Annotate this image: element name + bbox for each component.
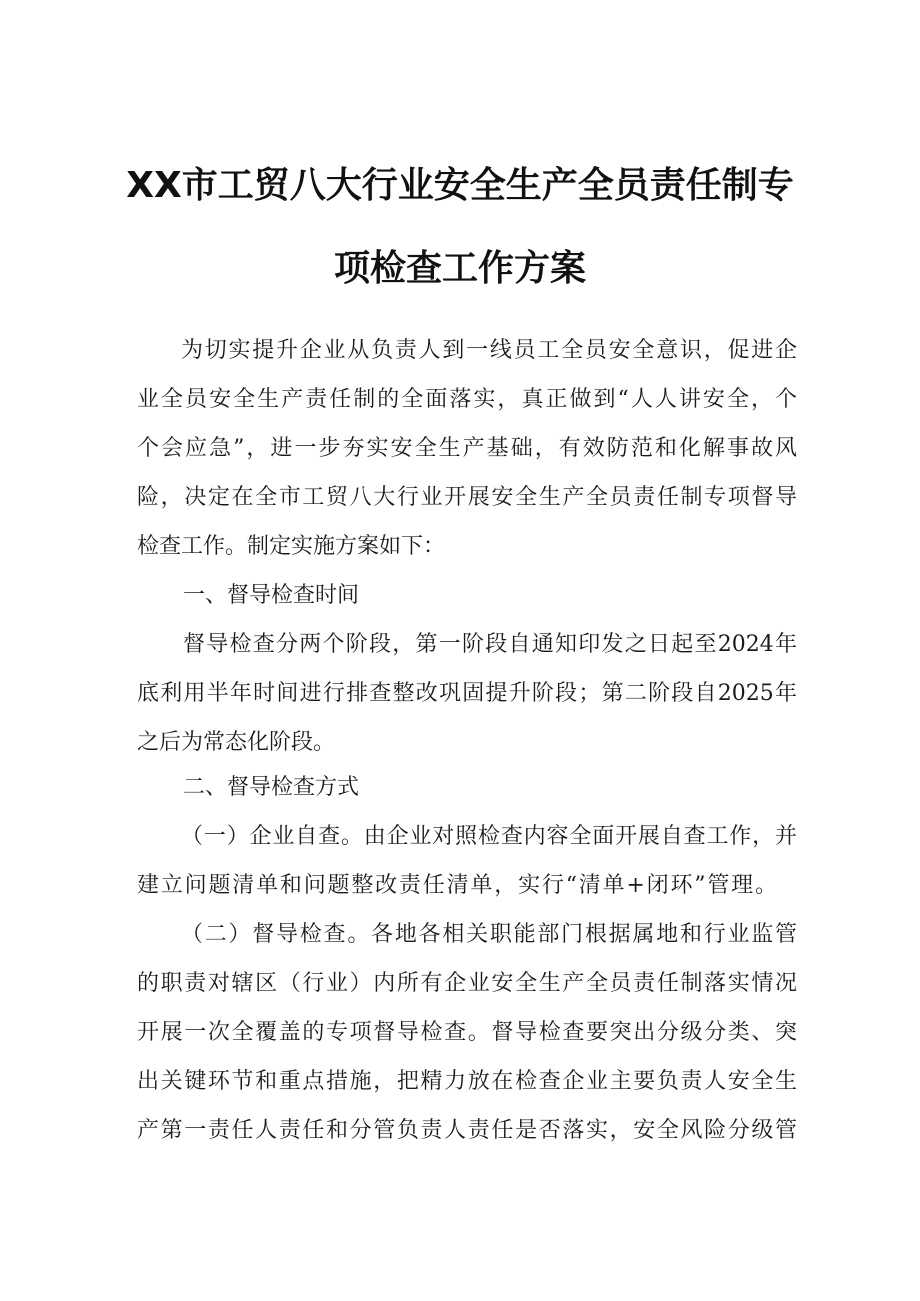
section-heading: 一、督导检查时间 [183, 583, 360, 608]
body-line: 个会应急”，进一步夯实安全生产基础，有效防范和化解事故风 [137, 436, 797, 461]
body-line: （二）督导检查。各地各相关职能部门根据属地和行业监管 [181, 922, 797, 947]
body-line: 检查工作。制定实施方案如下： [137, 534, 446, 559]
body-line: 之后为常态化阶段。 [137, 730, 336, 755]
document-title-line-2: 项检查工作方案 [333, 248, 586, 289]
body-line: 业全员安全生产责任制的全面落实，真正做到“人人讲安全，个 [137, 387, 797, 412]
body-line: 险，决定在全市工贸八大行业开展安全生产全员责任制专项督导 [137, 485, 797, 510]
body-line: （一）企业自查。由企业对照检查内容全面开展自查工作，并 [181, 824, 797, 849]
body-line: 产第一责任人责任和分管负责人责任是否落实，安全风险分级管 [137, 1118, 797, 1143]
body-line: 的职责对辖区（行业）内所有企业安全生产全员责任制落实情况 [137, 971, 797, 996]
section-heading: 二、督导检查方式 [183, 775, 360, 800]
document-title-line-1: XX市工贸八大行业安全生产全员责任制专 [126, 165, 794, 206]
body-line: 出关键环节和重点措施，把精力放在检查企业主要负责人安全生 [137, 1069, 797, 1094]
body-line: 为切实提升企业从负责人到一线员工全员安全意识，促进企 [181, 338, 797, 363]
body-line: 督导检查分两个阶段，第一阶段自通知印发之日起至2024年 [183, 632, 797, 657]
body-line: 建立问题清单和问题整改责任清单，实行“清单+闭环”管理。 [137, 873, 777, 898]
body-line: 开展一次全覆盖的专项督导检查。督导检查要突出分级分类、突 [137, 1020, 797, 1045]
body-line: 底利用半年时间进行排查整改巩固提升阶段；第二阶段自2025年 [137, 681, 797, 706]
